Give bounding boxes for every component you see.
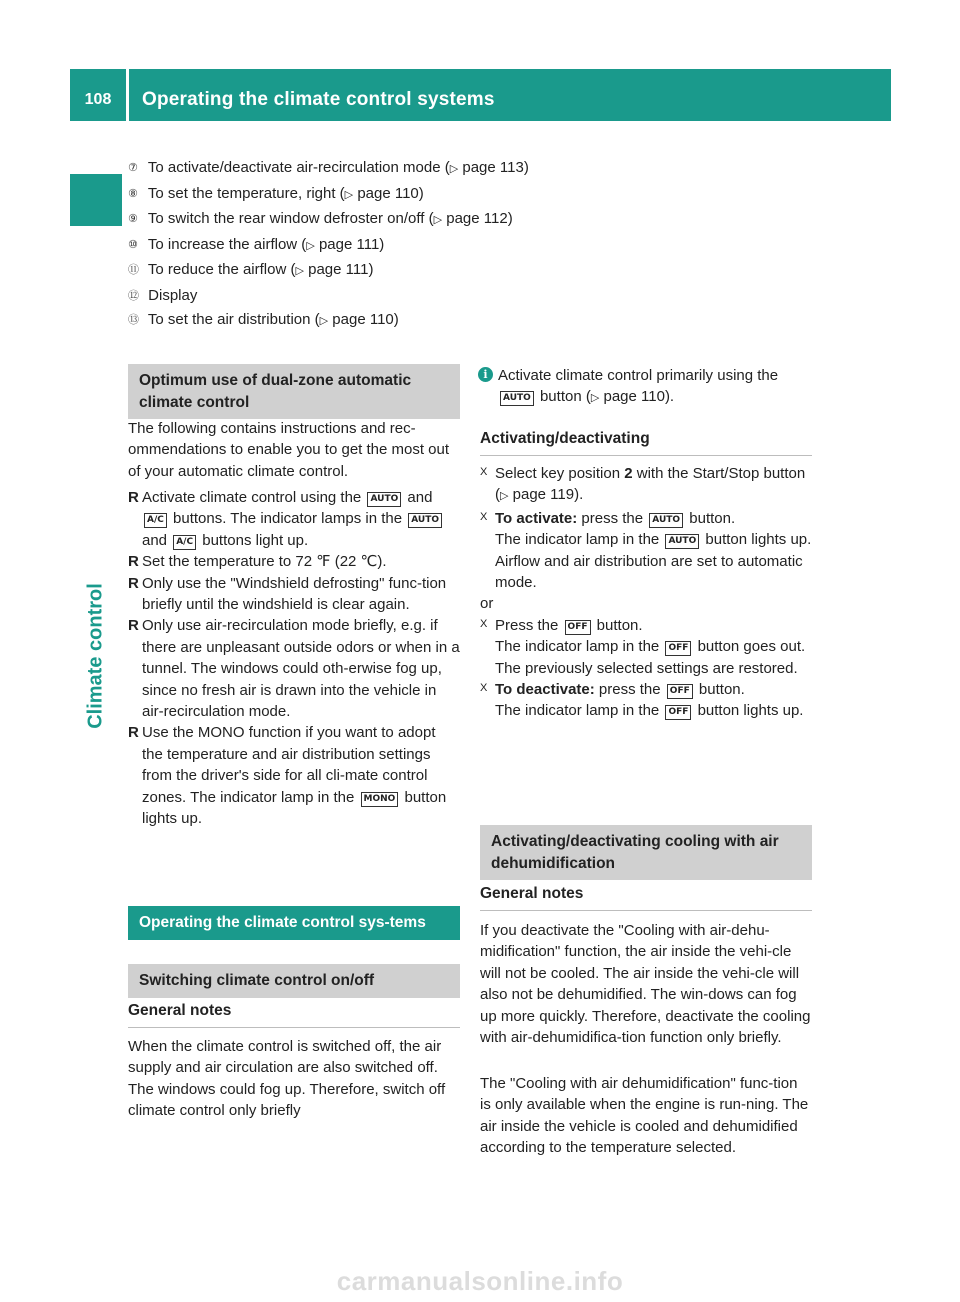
key-list bbox=[128, 156, 688, 334]
ref-arrow-icon: ▷ bbox=[319, 315, 329, 327]
auto-button-icon: AUTO bbox=[500, 391, 534, 406]
page-link[interactable]: page 111 bbox=[308, 261, 369, 278]
info-note: i Activate climate control primarily using the AUTO button (▷ page 110). bbox=[480, 365, 812, 410]
list-item: X To activate: press the AUTO button. The indicator lamp in the AUTO button lights up. Airflow and air distribution are set to automatic mode. bbox=[480, 508, 812, 594]
ref-arrow-icon: ▷ bbox=[500, 490, 509, 503]
off-button-icon: OFF bbox=[565, 620, 591, 635]
list-item: R Only use the "Windshield defrosting" func-tion briefly until the windshield is clear again. bbox=[128, 574, 447, 614]
section-heading-optimum: Optimum use of dual-zone automatic climate control bbox=[128, 364, 460, 419]
mono-button-icon: MONO bbox=[361, 792, 399, 807]
number-9-icon: ⑨ bbox=[128, 213, 138, 225]
number-10-icon: ⑩ bbox=[128, 238, 138, 251]
side-tab-marker bbox=[70, 174, 122, 226]
off-button-icon: OFF bbox=[667, 684, 693, 699]
ref-arrow-icon: ▷ bbox=[433, 214, 443, 226]
number-13-icon: ⑬ bbox=[128, 314, 139, 326]
number-8-icon: ⑧ bbox=[128, 187, 138, 200]
list-item: ⑩ To increase the airflow (▷ page 111) bbox=[128, 233, 688, 259]
ref-arrow-icon: ▷ bbox=[590, 392, 600, 405]
optimum-intro: The following contains instructions and rec-ommendations to enable you to get the most out of your automatic climate control. bbox=[128, 420, 450, 480]
section-heading-operating: Operating the climate control sys-tems bbox=[128, 906, 460, 940]
subheading-general-notes: General notes bbox=[128, 1000, 460, 1028]
ref-arrow-icon: ▷ bbox=[306, 239, 315, 252]
page-title: Operating the climate control systems bbox=[142, 89, 495, 110]
or-text: or bbox=[480, 595, 494, 613]
list-item: R Only use air-recirculation mode briefly, e.g. if there are unpleasant outside odors or when in a tunnel. The windows could oth-erwise fog up, since no fresh air is drawn into the vehicle in air-recirculation mode. bbox=[128, 617, 460, 721]
page-link[interactable]: page 110 bbox=[603, 388, 665, 406]
page-number: 108 bbox=[84, 91, 112, 108]
number-7-icon: ⑦ bbox=[128, 162, 138, 174]
list-item: ⑫ Display bbox=[128, 284, 688, 309]
auto-button-icon: AUTO bbox=[367, 492, 401, 507]
page-link[interactable]: page 111 bbox=[318, 235, 380, 253]
steps-list bbox=[480, 463, 812, 722]
auto-button-icon: AUTO bbox=[408, 513, 442, 528]
page-link[interactable]: page 113 bbox=[462, 159, 524, 176]
page-link[interactable]: page 110 bbox=[357, 184, 419, 202]
tips-list bbox=[128, 487, 460, 830]
bullet-icon: R bbox=[128, 489, 139, 506]
watermark: carmanualsonline.info bbox=[336, 1266, 624, 1296]
bullet-icon: R bbox=[128, 553, 139, 571]
subheading-activating: Activating/deactivating bbox=[480, 428, 812, 456]
list-item: ⑬ To set the air distribution (▷ page 110) bbox=[128, 308, 688, 334]
info-icon: i bbox=[478, 367, 493, 382]
step-arrow-icon: X bbox=[480, 466, 488, 478]
general-notes-text: When the climate control is switched off, the air supply and air circulation are also switched off. The windows could fog up. Therefore, switch off climate control only briefly bbox=[128, 1038, 446, 1120]
list-item: X To deactivate: press the OFF button. The indicator lamp in the OFF button lights up. bbox=[480, 679, 812, 722]
page-link[interactable]: page 112 bbox=[446, 210, 508, 227]
bullet-icon: R bbox=[128, 574, 139, 592]
off-button-icon: OFF bbox=[665, 705, 691, 720]
number-12-icon: ⑫ bbox=[128, 289, 139, 302]
ac-button-icon: A/C bbox=[144, 513, 167, 528]
list-item: R Activate climate control using the AUTO and A/C buttons. The indicator lamps in the AUTO and A/C buttons light up. bbox=[128, 487, 460, 551]
list-item: ⑨ To switch the rear window defroster on/off (▷ page 112) bbox=[128, 207, 688, 233]
list-item: R Use the MONO function if you want to adopt the temperature and air distribution settings from the driver's side for all cli-mate control zones. The indicator lamp in the MONO button lights up. bbox=[128, 724, 447, 828]
cooling-paragraph-2: The "Cooling with air dehumidification" func-tion is only available when the engine is run-ning. The air inside the vehicle is cooled and dehumidified according to the temperature selected. bbox=[480, 1075, 809, 1157]
section-heading-switching: Switching climate control on/off bbox=[128, 964, 460, 998]
step-arrow-icon: X bbox=[480, 617, 488, 630]
list-item: ⑦ To activate/deactivate air-recirculation mode (▷ page 113) bbox=[128, 156, 688, 182]
side-tab-label: Climate control bbox=[84, 583, 107, 729]
cooling-paragraph-1: If you deactivate the "Cooling with air-dehu-midification" function, the air inside the vehi-cle will not be cooled. The air inside the vehi-cle will also not be dehumidified. The win-dows can fog up more quickly. Therefore, deactivate the cooling with air-dehumidifica-tion function only briefly. bbox=[480, 922, 811, 1047]
list-item: X Select key position 2 with the Start/Stop button (▷ page 119). bbox=[480, 463, 812, 508]
ref-arrow-icon: ▷ bbox=[344, 188, 354, 201]
ac-button-icon: A/C bbox=[173, 535, 196, 550]
ref-arrow-icon: ▷ bbox=[295, 265, 304, 277]
step-arrow-icon: X bbox=[480, 510, 488, 523]
list-item: ⑧ To set the temperature, right (▷ page 110) bbox=[128, 182, 688, 208]
page-link[interactable]: page 119 bbox=[512, 486, 575, 504]
page-link[interactable]: page 110 bbox=[332, 311, 394, 328]
bullet-icon: R bbox=[128, 617, 139, 635]
step-arrow-icon: X bbox=[480, 682, 488, 695]
ref-arrow-icon: ▷ bbox=[449, 163, 459, 175]
section-heading-cooling: Activating/deactivating cooling with air dehumidification bbox=[480, 825, 812, 880]
list-item: R Set the temperature to 72 ℉ (22 ℃). bbox=[128, 551, 460, 572]
subheading-general-notes: General notes bbox=[480, 883, 812, 911]
list-item: ⑪ To reduce the airflow (▷ page 111) bbox=[128, 258, 688, 284]
off-button-icon: OFF bbox=[665, 641, 691, 656]
bullet-icon: R bbox=[128, 724, 139, 742]
page-header bbox=[70, 69, 891, 121]
list-item: X Press the OFF button. The indicator lamp in the OFF button goes out. The previously selected settings are restored. bbox=[480, 615, 812, 679]
auto-button-icon: AUTO bbox=[649, 513, 683, 528]
number-11-icon: ⑪ bbox=[128, 264, 139, 276]
auto-button-icon: AUTO bbox=[665, 534, 699, 549]
header-divider bbox=[126, 69, 129, 121]
